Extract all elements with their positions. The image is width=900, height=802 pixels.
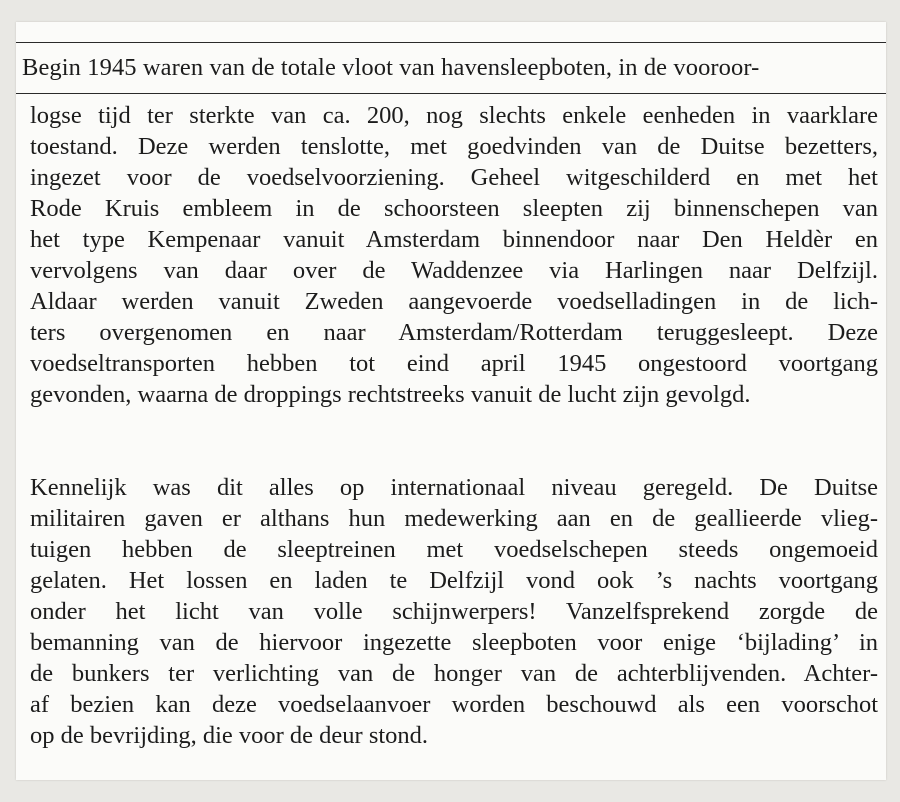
text-line: de bunkers ter verlichting van de honger van de achterblijvenden. Achter- [30,660,878,687]
text-line: bemanning van de hiervoor ingezette sleepboten voor enige ‘bijlading’ in [30,629,878,656]
paragraph-2 [30,472,878,751]
text-line: tuigen hebben de sleeptreinen met voedselschepen steeds ongemoeid [30,536,878,563]
text-line: ters overgenomen en naar Amsterdam/Rotterdam teruggesleept. Deze [30,319,878,346]
background-page-bottom-fragment [250,778,810,802]
text-line: logse tijd ter sterkte van ca. 200, nog slechts enkele eenheden in vaarklare [30,102,878,129]
text-clipping [16,22,886,780]
text-line: onder het licht van volle schijnwerpers! Vanzelfsprekend zorgde de [30,598,878,625]
paragraph-1 [30,100,878,410]
text-line: voedseltransporten hebben tot eind april 1945 ongestoord voortgang [30,350,878,377]
text-line: Kennelijk was dit alles op internationaal niveau geregeld. De Duitse [30,474,878,501]
text-line: Aldaar werden vanuit Zweden aangevoerde voedselladingen in de lich- [30,288,878,315]
text-line: vervolgens van daar over de Waddenzee via Harlingen naar Delfzijl. [30,257,878,284]
text-line: gevonden, waarna de droppings rechtstreeks vanuit de lucht zijn gevolgd. [30,381,751,408]
background-page-left-edge [0,0,16,802]
header-line: Begin 1945 waren van de totale vloot van havensleepboten, in de vooroor- [22,54,760,81]
text-line: op de bevrijding, die voor de deur stond. [30,722,429,749]
text-line: het type Kempenaar vanuit Amsterdam binnendoor naar Den Heldèr en [30,226,878,253]
text-line: toestand. Deze werden tenslotte, met goedvinden van de Duitse bezetters, [30,133,878,160]
text-line: Rode Kruis embleem in de schoorsteen sleepten zij binnenschepen van [30,195,878,222]
background-page-top-fragment [235,0,875,12]
text-line: militairen gaven er althans hun medewerking aan en de geallieerde vlieg- [30,505,878,532]
text-line: ingezet voor de voedselvoorziening. Geheel witgeschilderd en met het [30,164,878,191]
header-box [16,42,886,94]
text-line: af bezien kan deze voedselaanvoer worden beschouwd als een voorschot [30,691,878,718]
text-line: gelaten. Het lossen en laden te Delfzijl vond ook ’s nachts voortgang [30,567,878,594]
